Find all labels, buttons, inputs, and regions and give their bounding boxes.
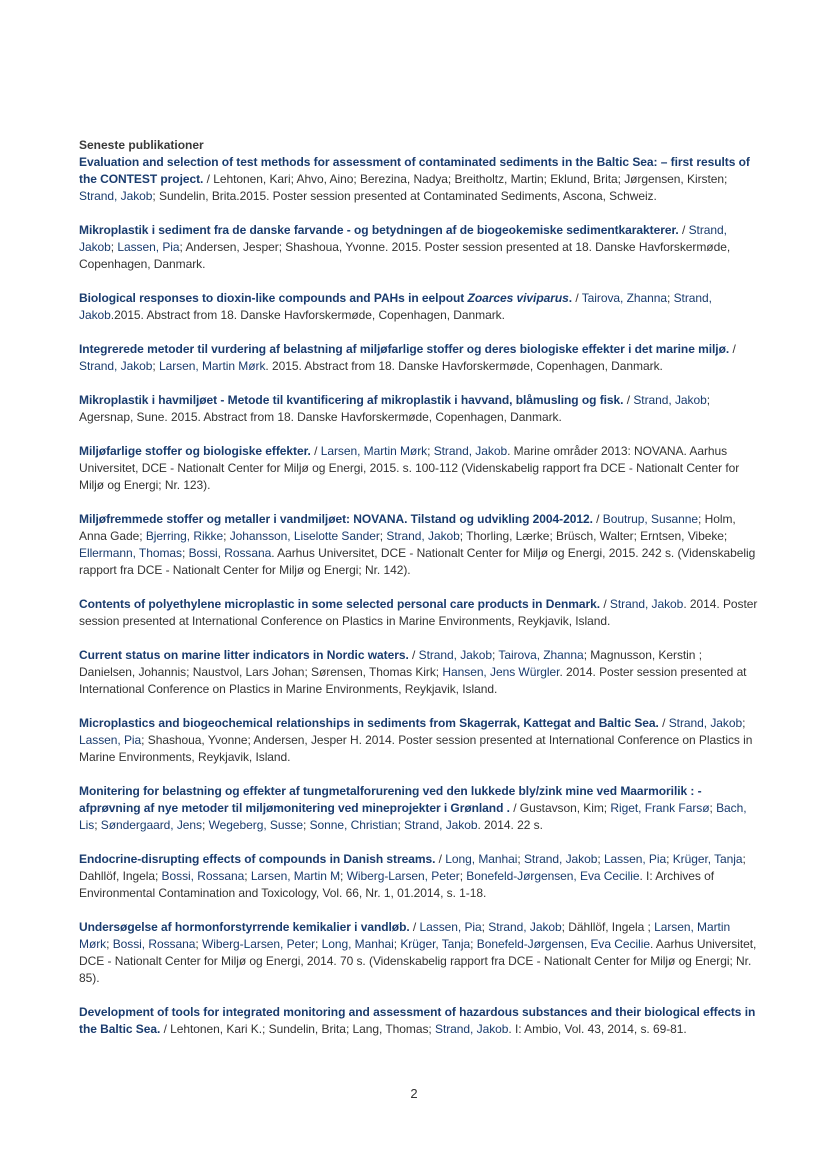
publication-title-text: Current status on marine litter indicators in Nordic waters. [79,648,409,662]
author-link[interactable]: Tairova, Zhanna [498,648,584,662]
author-link[interactable]: Wegeberg, Susse [208,818,303,832]
publication-page [79,137,759,1055]
author-link[interactable]: Lassen, Pia [419,920,482,934]
author-link[interactable]: Krüger, Tanja [400,937,471,951]
author-link[interactable]: Strand, Jakob [433,444,508,458]
publication-title[interactable] [79,342,729,356]
publication-details: . 2015. Poster session presented at 18. Danske Havforskermøde, Copenhagen, Danmark. [79,240,731,271]
author-link[interactable]: Bonefeld-Jørgensen, Eva Cecilie [476,937,650,951]
author-link[interactable]: Strand, Jakob [79,223,727,254]
author-name: Berezina, Nadya [359,172,448,186]
author-link[interactable]: Wiberg-Larsen, Peter [201,937,316,951]
author-link[interactable]: Strand, Jakob [418,648,493,662]
author-name: Gustavson, Kim [519,801,604,815]
publication-details: . 2014. Poster session presented at International Conference on Plastics in Marine Environments, Reykjavik, Island. [79,733,753,764]
author-link[interactable]: Lassen, Pia [603,852,667,866]
publication-title-text: Undersøgelse af hormonforstyrrende kemikalier i vandløb. [79,920,410,934]
author-name: Brüsch, Walter [556,529,634,543]
author-name: Shashoua, Yvonne [285,240,386,254]
publication-entry: Microplastics and biogeochemical relationships in sediments from Skagerrak, Kattegat and Baltic Sea. / Strand, Jakob; Lassen, Pia; Shashoua, Yvonne; Andersen, Jesper H. 2014. Poster session presented at International Conference on Plastics in Marine Environments, Reykjavik, Island. [79,716,753,764]
author-name: Ahvo, Aino [296,172,354,186]
author-link[interactable]: Bossi, Rossana [112,937,196,951]
author-link[interactable]: Krüger, Tanja [672,852,743,866]
author-link[interactable]: Strand, Jakob [609,597,684,611]
author-name: Thorling, Lærke [466,529,550,543]
publication-title[interactable] [79,597,600,611]
publication-title[interactable] [79,223,679,237]
author-link[interactable]: Larsen, Martin Mørk [320,444,428,458]
section-heading: Seneste publikationer [79,138,204,152]
publication-details: . 2015. Abstract from 18. Danske Havforskermøde, Copenhagen, Danmark. [164,410,562,424]
author-name: Andersen, Jesper H [253,733,359,747]
author-link[interactable]: Bossi, Rossana [161,869,245,883]
publication-title-text: Integrerede metoder til vurdering af belastning af miljøfarlige stoffer og deres biologiske effekter i det marine miljø. [79,342,730,356]
author-name: Sundelin, Brita [158,189,237,203]
publication-details: . Marine områder 2013: NOVANA. Aarhus Universitet, DCE - Nationalt Center for Miljø og Energi, 2015. s. 100-112 (Videnskabelig rapport fra DCE - Nationalt Center for Miljø og Energi; Nr. 123). [79,444,740,492]
publication-details: . I: Archives of Environmental Contamination and Toxicology, Vol. 66, Nr. 1, 01.2014, s. 1-18. [79,869,715,900]
author-link[interactable]: Strand, Jakob [668,716,743,730]
publication-title-text: Endocrine-disrupting effects of compounds in Danish streams. [79,852,436,866]
author-name: Agersnap, Sune [79,410,165,424]
author-link[interactable]: Sonne, Christian [309,818,398,832]
publication-title-text: Biological responses to dioxin-like compounds and PAHs in eelpout [79,291,465,305]
author-link[interactable]: Larsen, Martin M [250,869,341,883]
author-link[interactable]: Lassen, Pia [79,733,142,747]
page-number: 2 [410,1086,418,1101]
author-link[interactable]: Riget, Frank Farsø [610,801,710,815]
author-link[interactable]: Larsen, Martin Mørk [158,359,266,373]
publication-entry: Contents of polyethylene microplastic in some selected personal care products in Denmark. / Strand, Jakob. 2014. Poster session presented at International Conference on Plastics in Marine Environments, Reykjavik, Island. [79,597,758,628]
publication-entry: Miljøfarlige stoffer og biologiske effekter. / Larsen, Martin Mørk; Strand, Jakob. Marine områder 2013: NOVANA. Aarhus Universitet, DCE - Nationalt Center for Miljø og Energi, 2015. s. 100-112 (Videnskabelig rapport fra DCE - Nationalt Center for Miljø og Energi; Nr. 123). [79,444,740,492]
author-link[interactable]: Strand, Jakob [488,920,562,934]
author-name: Jørgensen, Kirsten [624,172,724,186]
author-link[interactable]: Larsen, Martin Mørk [79,920,731,951]
author-link[interactable]: Strand, Jakob [523,852,598,866]
author-link[interactable]: Bjerring, Rikke [145,529,224,543]
author-name: Dahllöf, Ingela [79,869,155,883]
publication-details: . Aarhus Universitet, DCE - Nationalt Center for Miljø og Energi, 2015. 242 s. (Videnskabelig rapport fra DCE - Nationalt Center for Miljø og Energi; Nr. 142). [79,546,756,577]
author-link[interactable]: Søndergaard, Jens [100,818,202,832]
publication-title[interactable] [79,648,409,662]
publication-details: . 2015. Abstract from 18. Danske Havforskermøde, Copenhagen, Danmark. [265,359,663,373]
publication-title[interactable] [79,920,410,934]
publication-entry: Evaluation and selection of test methods for assessment of contaminated sediments in the Baltic Sea: – first results of the CONTEST project. / Lehtonen, Kari; Ahvo, Aino; Berezina, Nadya; Breitholtz, Martin; Eklund, Brita; Jørgensen, Kirsten; Strand, Jakob; Sundelin, Brita.2015. Poster session presented at Contaminated Sediments, Ascona, Schweiz. [79,155,750,203]
publication-entry: Current status on marine litter indicators in Nordic waters. / Strand, Jakob; Tairova, Zhanna; Magnusson, Kerstin ; Danielsen, Johannis; Naustvol, Lars Johan; Sørensen, Thomas Kirk; Hansen, Jens Würgler. 2014. Poster session presented at International Conference on Plastics in Marine Environments, Reykjavik, Island. [79,648,747,696]
publication-title-text: Evaluation and selection of test methods for assessment of contaminated sediments in the Baltic Sea: – first results of the CONTEST project. [79,155,750,186]
author-link[interactable]: Bach, Lis [79,801,747,832]
author-link[interactable]: Boutrup, Susanne [602,512,699,526]
author-link[interactable]: Strand, Jakob [79,189,153,203]
author-link[interactable]: Ellermann, Thomas [79,546,182,560]
author-name: Magnusson, Kerstin [590,648,699,662]
author-link[interactable]: Strand, Jakob [386,529,460,543]
publication-title-text: Mikroplastik i sediment fra de danske farvande - og betydningen af de biogeokemiske sedimentkarakterer. [79,223,679,237]
publication-title-text: Monitering for belastning og effekter af tungmetalforurening ved den lukkede bly/zink mine ved Maarmorilik : - afprøvning af nye metoder til miljømonitering ved mineprojekter i Grønland . [79,784,702,815]
publication-entry: Miljøfremmede stoffer og metaller i vandmiljøet: NOVANA. Tilstand og udvikling 2004-2012. / Boutrup, Susanne; Holm, Anna Gade; Bjerring, Rikke; Johansson, Liselotte Sander; Strand, Jakob; Thorling, Lærke; Brüsch, Walter; Erntsen, Vibeke; Ellermann, Thomas; Bossi, Rossana. Aarhus Universitet, DCE - Nationalt Center for Miljø og Energi, 2015. 242 s. (Videnskabelig rapport fra DCE - Nationalt Center for Miljø og Energi; Nr. 142). [79,512,756,577]
publication-title-end: . [568,291,573,305]
author-link[interactable]: Hansen, Jens Würgler [442,665,560,679]
author-link[interactable]: Lassen, Pia [117,240,180,254]
author-link[interactable]: Long, Manhai [321,937,394,951]
publication-title-text: Miljøfarlige stoffer og biologiske effekter. [79,444,311,458]
publication-title-text: Contents of polyethylene microplastic in some selected personal care products in Denmark. [79,597,601,611]
publication-entry: Endocrine-disrupting effects of compounds in Danish streams. / Long, Manhai; Strand, Jakob; Lassen, Pia; Krüger, Tanja; Dahllöf, Ingela; Bossi, Rossana; Larsen, Martin M; Wiberg-Larsen, Peter; Bonefeld-Jørgensen, Eva Cecilie. I: Archives of Environmental Contamination and Toxicology, Vol. 66, Nr. 1, 01.2014, s. 1-18. [79,852,746,900]
author-name: Lehtonen, Kari [213,172,291,186]
publication-entry: Mikroplastik i sediment fra de danske farvande - og betydningen af de biogeokemiske sedimentkarakterer. / Strand, Jakob; Lassen, Pia; Andersen, Jesper; Shashoua, Yvonne. 2015. Poster session presented at 18. Danske Havforskermøde, Copenhagen, Danmark. [79,223,731,271]
author-name: Dähllöf, Ingela [568,920,648,934]
author-link[interactable]: Strand, Jakob [79,359,153,373]
publication-details: .2015. Abstract from 18. Danske Havforskermøde, Copenhagen, Danmark. [110,308,505,322]
author-name: Naustvol, Lars Johan [192,665,305,679]
publication-title[interactable] [79,444,311,458]
publication-details: . 2014. Poster session presented at International Conference on Plastics in Marine Environments, Reykjavik, Island. [79,665,747,696]
author-name: Andersen, Jesper [185,240,279,254]
author-name: Danielsen, Johannis [79,665,187,679]
publication-title-text: Mikroplastik i havmiljøet - Metode til kvantificering af mikroplastik i havvand, blåmusling og fisk. [79,393,624,407]
author-link[interactable]: Bossi, Rossana [188,546,272,560]
author-name: Sundelin, Brita [268,1022,346,1036]
author-name: Erntsen, Vibeke [640,529,724,543]
author-name: Shashoua, Yvonne [147,733,248,747]
publication-title[interactable] [79,291,572,305]
publication-title-text: Development of tools for integrated monitoring and assessment of hazardous substances and their biological effects in the Baltic Sea. [79,1005,756,1036]
publication-title[interactable] [79,716,659,730]
publication-entry: Biological responses to dioxin-like compounds and PAHs in eelpout Zoarces viviparus. / Tairova, Zhanna; Strand, Jakob.2015. Abstract from 18. Danske Havforskermøde, Copenhagen, Danmark. [79,291,712,322]
publication-list [79,154,759,1038]
author-link[interactable]: Strand, Jakob [633,393,707,407]
publication-details: . I: Ambio, Vol. 43, 2014, s. 69-81. [508,1022,687,1036]
publication-details: . 2014. 22 s. [477,818,543,832]
author-link[interactable]: Strand, Jakob [404,818,478,832]
author-link[interactable]: Bonefeld-Jørgensen, Eva Cecilie [466,869,640,883]
author-name: Holm, Anna Gade [79,512,736,543]
publication-details: . 2014. Poster session presented at International Conference on Plastics in Marine Environments, Reykjavik, Island. [79,597,758,628]
publication-details: .2015. Poster session presented at Contaminated Sediments, Ascona, Schweiz. [236,189,657,203]
publication-title-species: Zoarces viviparus [467,291,569,305]
author-name: Lang, Thomas [352,1022,429,1036]
author-name: Eklund, Brita [550,172,618,186]
author-link[interactable]: Wiberg-Larsen, Peter [346,869,460,883]
publication-title[interactable] [79,393,623,407]
publication-title[interactable] [79,852,435,866]
author-name: Breitholtz, Martin [454,172,544,186]
author-name: Sørensen, Thomas Kirk [311,665,436,679]
author-link[interactable]: Johansson, Liselotte Sander [229,529,380,543]
author-link[interactable]: Strand, Jakob [79,291,712,322]
author-link[interactable]: Strand, Jakob [435,1022,509,1036]
publication-entry: Integrerede metoder til vurdering af belastning af miljøfarlige stoffer og deres biologiske effekter i det marine miljø. / Strand, Jakob; Larsen, Martin Mørk. 2015. Abstract from 18. Danske Havforskermøde, Copenhagen, Danmark. [79,342,736,373]
publication-entry: Mikroplastik i havmiljøet - Metode til kvantificering af mikroplastik i havvand, blåmusling og fisk. / Strand, Jakob; Agersnap, Sune. 2015. Abstract from 18. Danske Havforskermøde, Copenhagen, Danmark. [79,393,711,424]
publication-entry: Development of tools for integrated monitoring and assessment of hazardous substances and their biological effects in the Baltic Sea. / Lehtonen, Kari K.; Sundelin, Brita; Lang, Thomas; Strand, Jakob. I: Ambio, Vol. 43, 2014, s. 69-81. [79,1005,756,1036]
author-link[interactable]: Long, Manhai [445,852,518,866]
author-name: Lehtonen, Kari K. [170,1022,263,1036]
publication-entry: Monitering for belastning og effekter af tungmetalforurening ved den lukkede bly/zink mine ved Maarmorilik : - afprøvning af nye metoder til miljømonitering ved mineprojekter i Grønland . / Gustavson, Kim; Riget, Frank Farsø; Bach, Lis; Søndergaard, Jens; Wegeberg, Susse; Sonne, Christian; Strand, Jakob. 2014. 22 s. [79,784,747,832]
publication-title-text: Miljøfremmede stoffer og metaller i vandmiljøet: NOVANA. Tilstand og udvikling 2004-2012. [79,512,593,526]
publication-title[interactable] [79,512,593,526]
publication-details: . Aarhus Universitet, DCE - Nationalt Center for Miljø og Energi, 2014. 70 s. (Videnskabelig rapport fra DCE - Nationalt Center for Miljø og Energi; Nr. 85). [79,937,757,985]
author-link[interactable]: Tairova, Zhanna [581,291,667,305]
publication-title-text: Microplastics and biogeochemical relationships in sediments from Skagerrak, Kattegat and Baltic Sea. [79,716,659,730]
publication-entry: Undersøgelse af hormonforstyrrende kemikalier i vandløb. / Lassen, Pia; Strand, Jakob; Dähllöf, Ingela ; Larsen, Martin Mørk; Bossi, Rossana; Wiberg-Larsen, Peter; Long, Manhai; Krüger, Tanja; Bonefeld-Jørgensen, Eva Cecilie. Aarhus Universitet, DCE - Nationalt Center for Miljø og Energi, 2014. 70 s. (Videnskabelig rapport fra DCE - Nationalt Center for Miljø og Energi; Nr. 85). [79,920,757,985]
